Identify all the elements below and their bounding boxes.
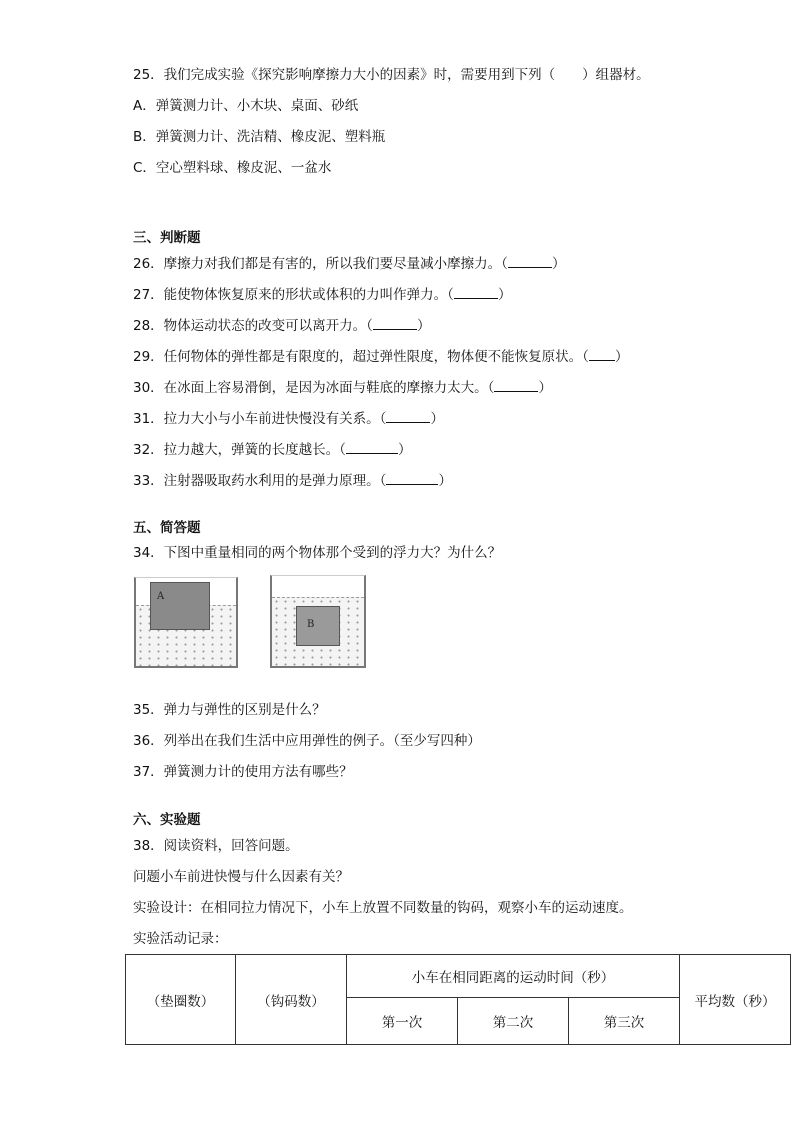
answer-blank[interactable] — [373, 315, 417, 330]
record-table — [125, 954, 791, 1045]
tf-item-text: 27．能使物体恢复原来的形状或体积的力叫作弹力。（ — [133, 287, 454, 303]
header-trial-2: 第二次 — [458, 998, 569, 1045]
beaker-a — [134, 577, 238, 668]
tf-item-text: 30．在冰面上容易滑倒，是因为冰面与鞋底的摩擦力太大。（ — [133, 380, 495, 396]
design-text: 实验设计：在相同拉力情况下，小车上放置不同数量的钩码，观察小车的运动速度。 — [133, 900, 633, 916]
tf-item — [133, 408, 444, 429]
tf-item — [133, 284, 511, 305]
tf-item-text: 32．拉力越大，弹簧的长度越长。（ — [133, 442, 346, 458]
problem-text: 问题小车前进快慢与什么因素有关？ — [133, 869, 349, 885]
tf-item-text: 26．摩擦力对我们都是有害的，所以我们要尽量减小摩擦力。（ — [133, 256, 508, 272]
header-average: 平均数（秒） — [680, 955, 791, 1045]
q38-stem: 38．阅读资料，回答问题。 — [133, 838, 299, 854]
section-heading-short-answer: 五、简答题 — [133, 520, 201, 536]
beaker-b — [270, 575, 366, 668]
tf-item-close: ） — [538, 380, 552, 396]
record-label: 实验活动记录： — [133, 931, 228, 947]
tf-item — [133, 346, 628, 367]
answer-blank[interactable] — [454, 284, 498, 299]
tf-item — [133, 315, 430, 336]
q25-option-c: C．空心塑料球、橡皮泥、一盆水 — [133, 160, 332, 176]
tf-item — [133, 377, 552, 398]
answer-blank[interactable] — [508, 253, 552, 268]
header-trial-1: 第一次 — [347, 998, 458, 1045]
q37-stem: 37．弹簧测力计的使用方法有哪些？ — [133, 764, 353, 780]
tf-item-text: 28．物体运动状态的改变可以离开力。（ — [133, 318, 373, 334]
tf-item-close: ） — [497, 287, 512, 303]
section-heading-experiment: 六、实验题 — [133, 812, 201, 828]
tf-item-close: ） — [397, 442, 412, 458]
tf-item-text: 33．注射器吸取药水利用的是弹力原理。（ — [133, 473, 387, 489]
tf-item — [133, 470, 452, 491]
tf-item-close: ） — [438, 473, 452, 489]
tf-item-close: ） — [614, 349, 629, 365]
answer-blank[interactable] — [346, 439, 398, 454]
tf-item — [133, 439, 411, 460]
tf-item-close: ） — [430, 411, 444, 427]
tf-item — [133, 253, 565, 274]
block-a-label: A — [157, 591, 165, 602]
q25-stem: 25．我们完成实验《探究影响摩擦力大小的因素》时，需要用到下列（ ）组器材。 — [133, 67, 650, 83]
section-heading-judgement: 三、判断题 — [133, 230, 201, 246]
block-b — [296, 606, 340, 646]
q25-option-b: B．弹簧测力计、洗洁精、橡皮泥、塑料瓶 — [133, 129, 386, 145]
tf-item-close: ） — [551, 256, 566, 272]
header-time-group: 小车在相同距离的运动时间（秒） — [347, 955, 680, 998]
answer-blank[interactable] — [386, 470, 438, 485]
tf-item-text: 29．任何物体的弹性都是有限度的，超过弹性限度，物体便不能恢复原状。（ — [133, 349, 589, 365]
q34-stem: 34．下图中重量相同的两个物体那个受到的浮力大？为什么？ — [133, 545, 502, 561]
q25-option-a: A．弹簧测力计、小木块、桌面、砂纸 — [133, 98, 359, 114]
header-hooks: （钩码数） — [236, 955, 347, 1045]
block-a — [150, 582, 210, 630]
tf-item-text: 31．拉力大小与小车前进快慢没有关系。（ — [133, 411, 387, 427]
answer-blank[interactable] — [386, 408, 430, 423]
q36-stem: 36．列举出在我们生活中应用弹性的例子。（至少写四种） — [133, 733, 481, 749]
block-b-label: B — [307, 619, 315, 630]
header-washers: （垫圈数） — [126, 955, 236, 1045]
q35-stem: 35．弹力与弹性的区别是什么？ — [133, 702, 326, 718]
tf-item-close: ） — [416, 318, 431, 334]
answer-blank[interactable] — [494, 377, 538, 392]
answer-blank[interactable] — [589, 346, 615, 361]
header-trial-3: 第三次 — [569, 998, 680, 1045]
